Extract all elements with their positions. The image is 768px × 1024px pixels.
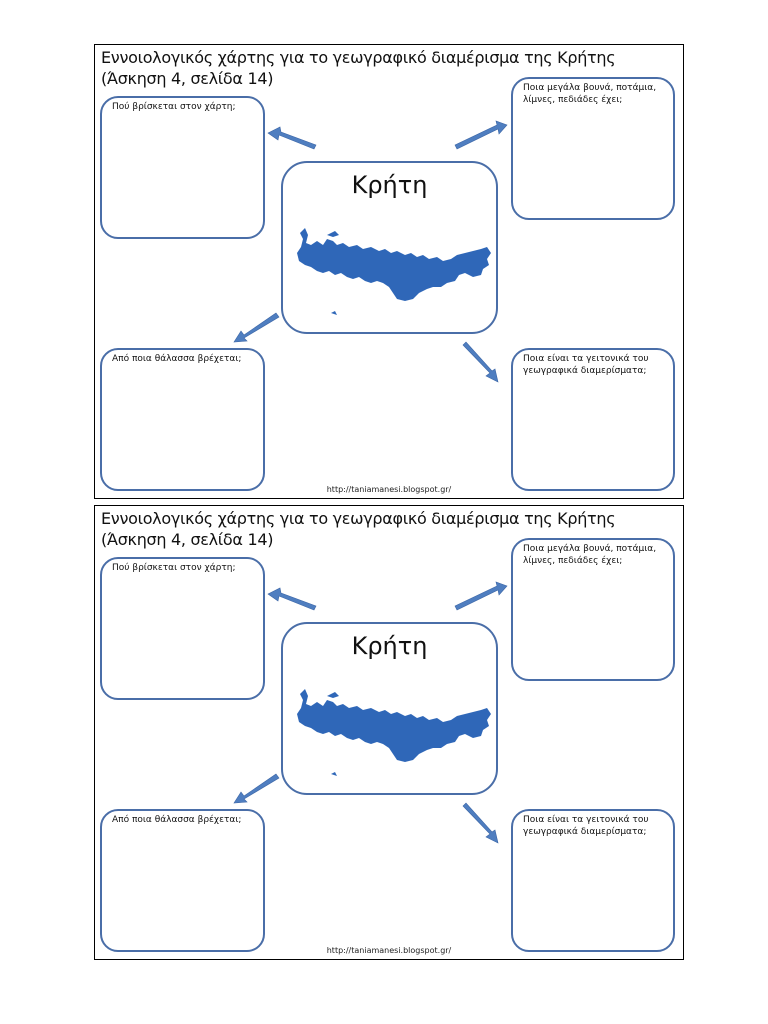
answer-box-landforms[interactable] — [511, 77, 675, 220]
question-neighbors: Ποια είναι τα γειτονικά του γεωγραφικά διαμερίσματα; — [523, 354, 649, 376]
worksheet-2 — [94, 505, 684, 960]
arrow-to-sea-icon — [234, 313, 279, 342]
crete-map-icon — [287, 201, 495, 321]
crete-map-icon — [287, 662, 495, 782]
center-topic-label: Κρήτη — [351, 171, 428, 199]
answer-box-location[interactable] — [100, 557, 265, 700]
question-landforms: Ποια μεγάλα βουνά, ποτάμια, λίμνες, πεδιάδες έχει; — [523, 83, 657, 105]
question-location: Πού βρίσκεται στον χάρτη; — [112, 102, 236, 112]
arrow-to-landforms-icon — [455, 582, 507, 610]
answer-box-sea[interactable] — [100, 348, 265, 491]
worksheet-1 — [94, 44, 684, 499]
title-line-1: Εννοιολογικός χάρτης για το γεωγραφικό διαμέρισμα της Κρήτης — [101, 509, 616, 528]
question-neighbors: Ποια είναι τα γειτονικά του γεωγραφικά διαμερίσματα; — [523, 815, 649, 837]
arrow-to-location-icon — [268, 588, 316, 610]
answer-box-location[interactable] — [100, 96, 265, 239]
question-sea: Από ποια θάλασσα βρέχεται; — [112, 815, 242, 825]
arrow-to-landforms-icon — [455, 121, 507, 149]
question-sea: Από ποια θάλασσα βρέχεται; — [112, 354, 242, 364]
arrow-to-neighbors-icon — [463, 342, 498, 382]
arrow-to-location-icon — [268, 127, 316, 149]
question-landforms: Ποια μεγάλα βουνά, ποτάμια, λίμνες, πεδιάδες έχει; — [523, 544, 657, 566]
source-url: http://taniamanesi.blogspot.gr/ — [326, 946, 452, 955]
center-topic-box — [281, 622, 498, 795]
title-line-2: (Άσκηση 4, σελίδα 14) — [101, 530, 274, 549]
center-topic-label: Κρήτη — [351, 632, 428, 660]
title-line-2: (Άσκηση 4, σελίδα 14) — [101, 69, 274, 88]
center-topic-box — [281, 161, 498, 334]
answer-box-neighbors[interactable] — [511, 809, 675, 952]
source-url: http://taniamanesi.blogspot.gr/ — [326, 485, 452, 494]
arrow-to-sea-icon — [234, 774, 279, 803]
answer-box-neighbors[interactable] — [511, 348, 675, 491]
answer-box-sea[interactable] — [100, 809, 265, 952]
question-location: Πού βρίσκεται στον χάρτη; — [112, 563, 236, 573]
title-line-1: Εννοιολογικός χάρτης για το γεωγραφικό διαμέρισμα της Κρήτης — [101, 48, 616, 67]
arrow-to-neighbors-icon — [463, 803, 498, 843]
answer-box-landforms[interactable] — [511, 538, 675, 681]
